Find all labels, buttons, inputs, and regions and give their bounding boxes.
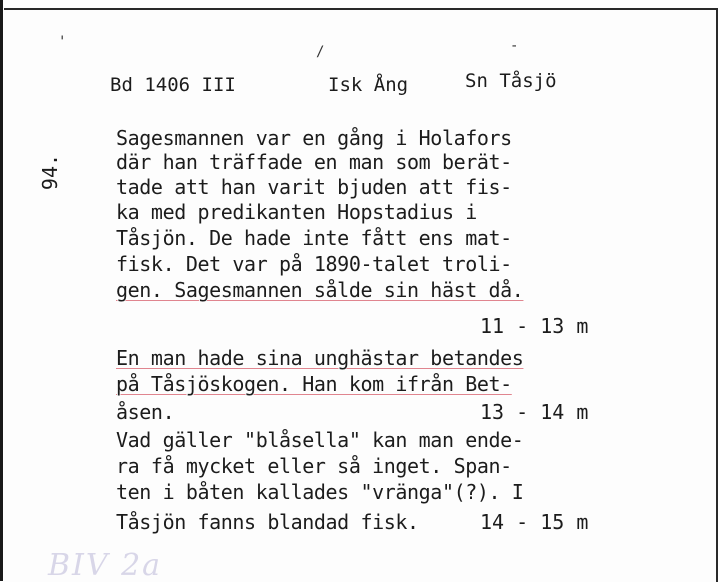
card-header	[110, 70, 590, 100]
page-reference: 14 - 15 m	[480, 510, 589, 534]
stray-mark: /	[316, 44, 325, 60]
text-line: En man hade sina unghästar betandes	[116, 346, 524, 370]
stray-mark: -	[510, 38, 519, 54]
side-number: 94.	[38, 153, 63, 191]
text-line: Vad gäller "blåsella" kan man ende-	[116, 428, 524, 452]
text-line: fisk. Det var på 1890-talet troli-	[116, 252, 512, 276]
text-line: ka med predikanten Hopstadius i	[116, 200, 477, 224]
text-line: på Tåsjöskogen. Han kom ifrån Bet-	[116, 372, 512, 396]
page-reference: 13 - 14 m	[480, 400, 589, 424]
stray-mark: '	[58, 34, 67, 50]
text-line: tade att han varit bjuden att fis-	[116, 175, 512, 199]
archive-reference: Bd 1406 III	[110, 74, 236, 96]
page-reference: 11 - 13 m	[480, 314, 589, 338]
collector-code: Isk Ång	[328, 74, 409, 96]
parish-name: Sn Tåsjö	[465, 70, 557, 92]
text-line: ra få mycket eller så inget. Span-	[116, 454, 512, 478]
text-line: åsen.	[116, 400, 175, 424]
scan-edge	[0, 0, 3, 581]
text-line: Tåsjön. De hade inte fått ens mat-	[116, 226, 512, 250]
text-line: gen. Sagesmannen sålde sin häst då.	[116, 278, 524, 302]
text-line: ten i båten kallades "vränga"(?). I	[116, 480, 524, 504]
text-line: där han träffade en man som berät-	[116, 150, 512, 174]
handwritten-note: BIV 2a	[48, 548, 163, 583]
text-line: Sagesmannen var en gång i Holafors	[116, 126, 512, 150]
text-line: Tåsjön fanns blandad fisk.	[116, 510, 419, 534]
